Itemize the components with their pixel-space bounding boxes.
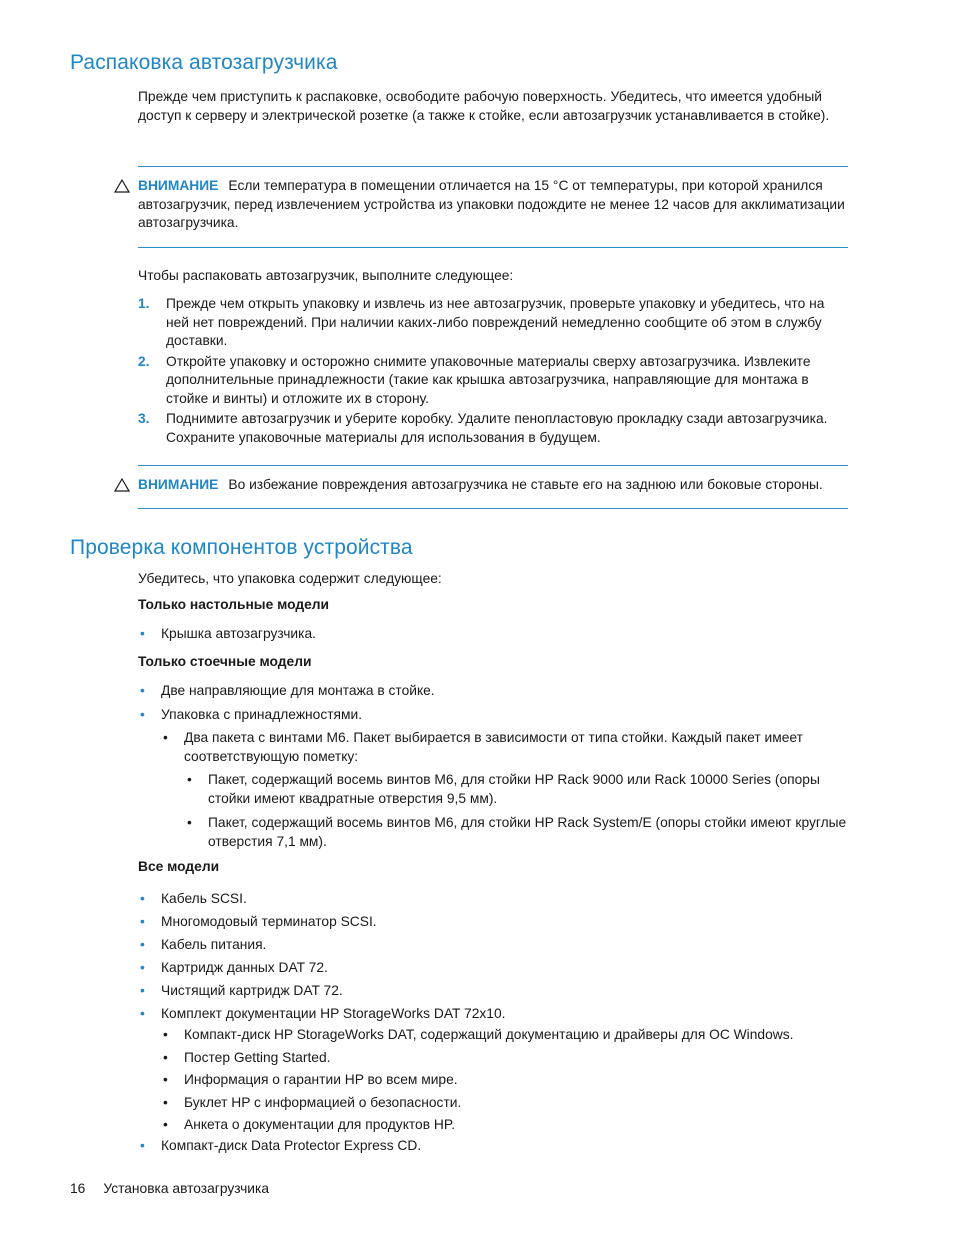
caution1-rule-top (138, 166, 848, 167)
list-item: • Постер Getting Started. (161, 1047, 850, 1070)
bullet-icon: • (163, 1094, 168, 1110)
rack-models-heading: Только стоечные модели (138, 654, 312, 669)
bullet-icon: • (140, 937, 145, 952)
bullet-icon: • (187, 772, 192, 787)
caution1-text: Если температура в помещении отличается на 15 °C от температуры, при которой хранился автозагрузчик, перед извлечением устройства из упаковки подождите не менее 12 часов для акклиматизации автозагрузчика. (138, 178, 845, 230)
desktop-models-heading: Только настольные модели (138, 597, 330, 612)
list-item: • Компакт-диск HP StorageWorks DAT, содержащий документацию и драйверы для ОС Windows. (161, 1024, 850, 1047)
list-item: • Две направляющие для монтажа в стойке. (138, 682, 850, 701)
caution1-note (138, 177, 850, 233)
list-item: • Информация о гарантии HP во всем мире. (161, 1069, 850, 1092)
warning-triangle-icon (114, 179, 130, 193)
step-text: Поднимите автозагрузчик и уберите коробку. Удалите пенопластовую прокладку сзади автозагрузчика. Сохраните упаковочные материалы для использования в будущем. (166, 411, 828, 445)
list-item: • Кабель SCSI. (138, 887, 850, 910)
step-text: Прежде чем открыть упаковку и извлечь из нее автозагрузчик, проверьте упаковку и убедитесь, что на ней нет повреждений. При наличии каких-либо повреждений немедленно сообщите об этом в службу доставки. (166, 296, 825, 348)
list-item: • Кабель питания. (138, 933, 850, 956)
rack-models-list (138, 682, 850, 724)
list-item: • Компакт-диск Data Protector Express CD. (138, 1137, 850, 1156)
list-item: • Чистящий картридж DAT 72. (138, 979, 850, 1002)
bullet-icon: • (140, 914, 145, 929)
bullet-icon: • (163, 1117, 168, 1133)
list-item: • Два пакета с винтами M6. Пакет выбирается в зависимости от типа стойки. Каждый пакет имеет соответствующую пометку: (163, 730, 803, 764)
caution2-text: Во избежание повреждения автозагрузчика не ставьте его на заднюю или боковые стороны. (228, 477, 823, 492)
section-title-unpacking: Распаковка автозагрузчика (70, 51, 338, 74)
list-item: • Многомодовый терминатор SCSI. (138, 910, 850, 933)
rack-sublist (161, 729, 850, 766)
caution1-label: ВНИМАНИЕ (138, 178, 219, 193)
list-item: • Буклет HP с информацией о безопасности. (161, 1092, 850, 1115)
caution2-rule-bottom (138, 508, 848, 509)
bullet-icon: • (140, 983, 145, 998)
caution2-rule-top (138, 465, 848, 466)
list-item: • Пакет, содержащий восемь винтов M6, для стойки HP Rack 9000 или Rack 10000 Series (опоры стойки имеют квадратные отверстия 9,5 мм). (187, 772, 820, 806)
unpacking-intro: Прежде чем приступить к распаковке, освободите рабочую поверхность. Убедитесь, что имеется удобный доступ к серверу и электрической розетке (а также к стойке, если автозагрузчик устанавливается в стойке). (138, 89, 830, 123)
all-models-list (138, 887, 850, 1025)
step-item (138, 410, 850, 447)
step-item (138, 353, 850, 409)
list-item: • Пакет, содержащий восемь винтов M6, для стойки HP Rack System/E (опоры стойки имеют круглые отверстия 7,1 мм). (187, 815, 847, 849)
step-item (138, 295, 850, 351)
step-number: 2. (138, 353, 150, 369)
chapter-title: Установка автозагрузчика (103, 1181, 270, 1196)
bullet-icon: • (163, 730, 168, 745)
list-item: • Упаковка с принадлежностями. (138, 706, 850, 725)
caution2-note (138, 476, 850, 495)
step-text: Откройте упаковку и осторожно снимите упаковочные материалы сверху автозагрузчика. Извлеките дополнительные принадлежности (такие как крышка автозагрузчика, направляющие для монтажа в стойке и винты) и отложите их в сторону. (166, 353, 811, 406)
step-number: 3. (138, 411, 150, 426)
step-number: 1. (138, 296, 150, 311)
bullet-icon: • (140, 891, 145, 906)
caution2-label: ВНИМАНИЕ (138, 477, 219, 492)
bullet-icon: • (140, 1138, 145, 1153)
caution1-rule-bottom (138, 247, 848, 248)
list-item: • Комплект документации HP StorageWorks DAT 72x10. (138, 1002, 850, 1025)
warning-triangle-icon (114, 478, 130, 492)
bullet-icon: • (140, 626, 145, 641)
unpacking-steps (138, 295, 850, 449)
bullet-icon: • (140, 683, 145, 698)
documentation-sublist (161, 1024, 850, 1137)
bullet-icon: • (163, 1072, 168, 1088)
bullet-icon: • (163, 1027, 168, 1042)
components-intro: Убедитесь, что упаковка содержит следующее: (138, 571, 442, 586)
steps-intro: Чтобы распаковать автозагрузчик, выполните следующее: (138, 268, 514, 283)
bullet-icon: • (140, 960, 145, 975)
bullet-icon: • (163, 1049, 168, 1065)
page-number: 16 (70, 1181, 86, 1196)
bullet-icon: • (140, 1006, 145, 1021)
list-item: • Картридж данных DAT 72. (138, 956, 850, 979)
desktop-models-list (138, 625, 850, 644)
list-item: • Анкета о документации для продуктов HP. (161, 1114, 850, 1137)
page-footer (70, 1181, 269, 1196)
bullet-icon: • (187, 815, 192, 830)
section-title-components: Проверка компонентов устройства (70, 536, 413, 559)
rack-subsublist (185, 771, 850, 851)
all-models-heading: Все модели (138, 859, 220, 874)
all-models-list-end (138, 1137, 850, 1156)
list-item: • Крышка автозагрузчика. (138, 625, 850, 644)
bullet-icon: • (140, 706, 145, 722)
